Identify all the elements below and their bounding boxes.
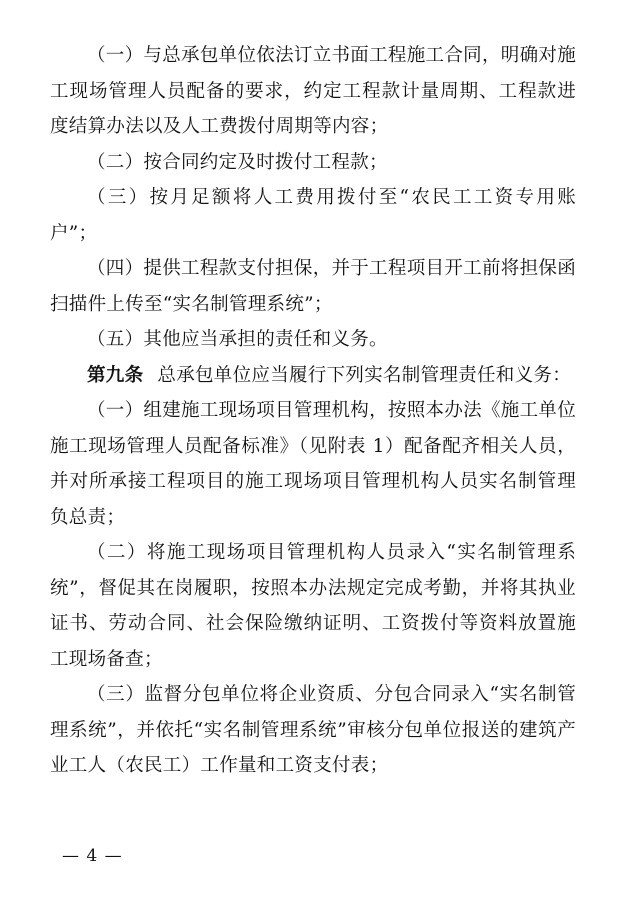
paragraph-text: （四）提供工程款支付担保，并于工程项目开工前将担保函扫描件上传至“实名制管理系统”； (50, 258, 576, 315)
paragraph-5 (50, 322, 576, 358)
paragraph-9 (50, 677, 576, 784)
article-nine (50, 358, 576, 394)
paragraph-7 (50, 393, 576, 535)
paragraph-8 (50, 535, 576, 677)
article-label: 第九条 (87, 364, 144, 386)
paragraph-3 (50, 180, 576, 251)
paragraph-1 (50, 38, 576, 145)
paragraph-text: 总承包单位应当履行下列实名制管理责任和义务： (157, 364, 572, 386)
page-number: — 4 — (62, 846, 123, 866)
paragraph-text: （三）按月足额将人工费用拨付至“农民工工资专用账户”； (50, 187, 576, 244)
paragraph-text: （二）按合同约定及时拨付工程款； (87, 151, 388, 173)
paragraph-2 (50, 145, 576, 181)
paragraph-text: （五）其他应当承担的责任和义务。 (87, 329, 388, 350)
document-body (50, 38, 576, 784)
paragraph-text: （一）组建施工现场项目管理机构，按照本办法《施工单位施工现场管理人员配备标准》（见附表 1）配备配齐相关人员，并对所承接工程项目的施工现场项目管理机构人员实名制管理负总责； (50, 400, 576, 528)
paragraph-text: （三）监督分包单位将企业资质、分包合同录入“实名制管理系统”，并依托“实名制管理系统”审核分包单位报送的建筑产业工人（农民工）工作量和工资支付表； (50, 684, 576, 776)
paragraph-4 (50, 251, 576, 322)
paragraph-text: （一）与总承包单位依法订立书面工程施工合同，明确对施工现场管理人员配备的要求，约定工程款计量周期、工程款进度结算办法以及人工费拨付周期等内容； (50, 45, 576, 137)
paragraph-text: （二）将施工现场项目管理机构人员录入“实名制管理系统”，督促其在岗履职，按照本办法规定完成考勤，并将其执业证书、劳动合同、社会保险缴纳证明、工资拨付等资料放置施工现场备查； (50, 542, 576, 670)
